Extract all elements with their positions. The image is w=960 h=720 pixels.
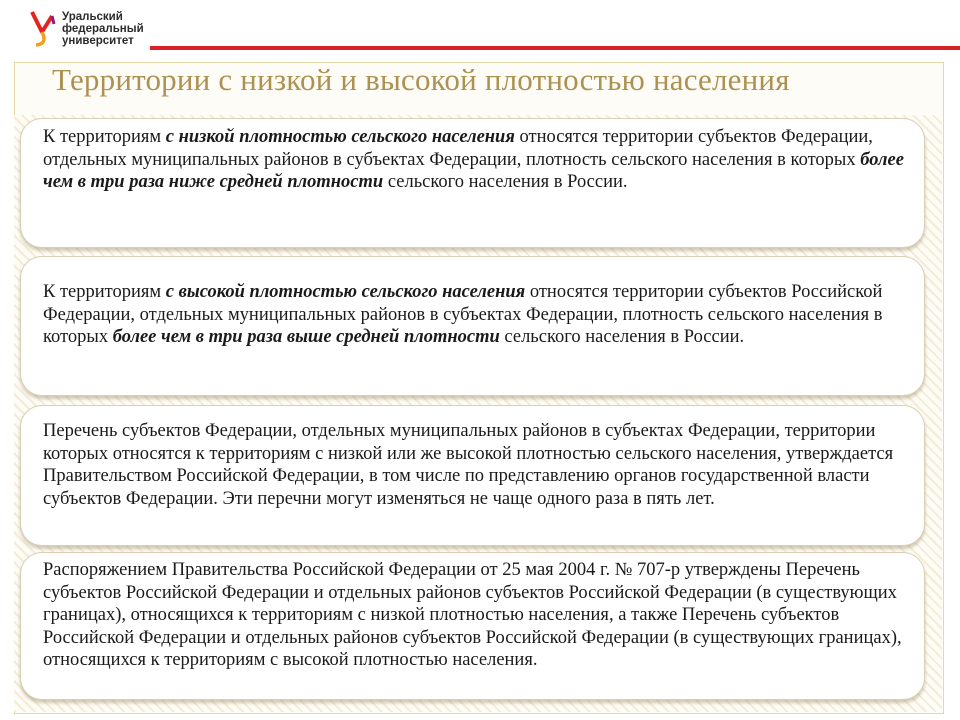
box2-emphasis-1: с высокой плотностью сельского населения — [165, 282, 526, 302]
box1-text-2: относятся территории субъектов Федерации, отдельных муниципальных районов в субъектах Федерации, плотность сельского населения в которых — [43, 127, 873, 170]
box2-text-2: относятся территории субъектов Российской Федерации, отдельных муниципальных районов в субъектах Федерации, плотность сельского населения в которых — [43, 282, 883, 347]
logo-text — [62, 11, 144, 47]
box4-text: Распоряжением Правительства Российской Федерации от 25 мая 2004 г. № 707-р утверждены Перечень субъектов Российской Федерации и отдельных районов субъектов Российской Федерации (в существующих границах), относящихся к территориям с низкой плотностью населения, а также Перечень субъектов Российской Федерации и отдельных районов субъектов Российской Федерации (в существующих границах), относящихся к территориям с высокой плотностью населения. — [43, 560, 902, 670]
urfu-logo-icon — [30, 10, 56, 48]
header-divider — [150, 46, 960, 50]
list-approval-box — [20, 405, 925, 546]
box1-emphasis-1: с низкой плотностью сельского населения — [165, 127, 515, 147]
box1-text-3: сельского населения в России. — [383, 172, 628, 192]
logo-line-1: Уральский — [62, 11, 123, 23]
box2-emphasis-2: более чем в три раза выше средней плотности — [112, 327, 500, 347]
box2-text-3: сельского населения в России. — [499, 327, 745, 347]
high-density-definition-box — [20, 256, 925, 396]
low-density-definition-box — [20, 118, 925, 248]
logo-line-2: федеральный — [62, 23, 144, 35]
box1-text-1: К территориям — [43, 127, 166, 147]
box3-text: Перечень субъектов Федерации, отдельных муниципальных районов в субъектах Федерации, территории которых относятся к территориям с низкой или же высокой плотностью сельского населения, утверждается Правительством Российской Федерации, в том числе по представлению органов государственной власти субъектов Федерации. Эти перечни могут изменяться не чаще одного раза в пять лет. — [43, 421, 894, 509]
logo-line-3: университет — [62, 35, 134, 47]
page-title: Территории с низкой и высокой плотностью населения — [52, 62, 790, 97]
box2-text-1: К территориям — [43, 282, 166, 302]
university-logo — [30, 10, 144, 48]
government-order-box — [20, 552, 925, 700]
box1-emphasis-2: более чем в три раза ниже средней плотности — [43, 149, 904, 192]
